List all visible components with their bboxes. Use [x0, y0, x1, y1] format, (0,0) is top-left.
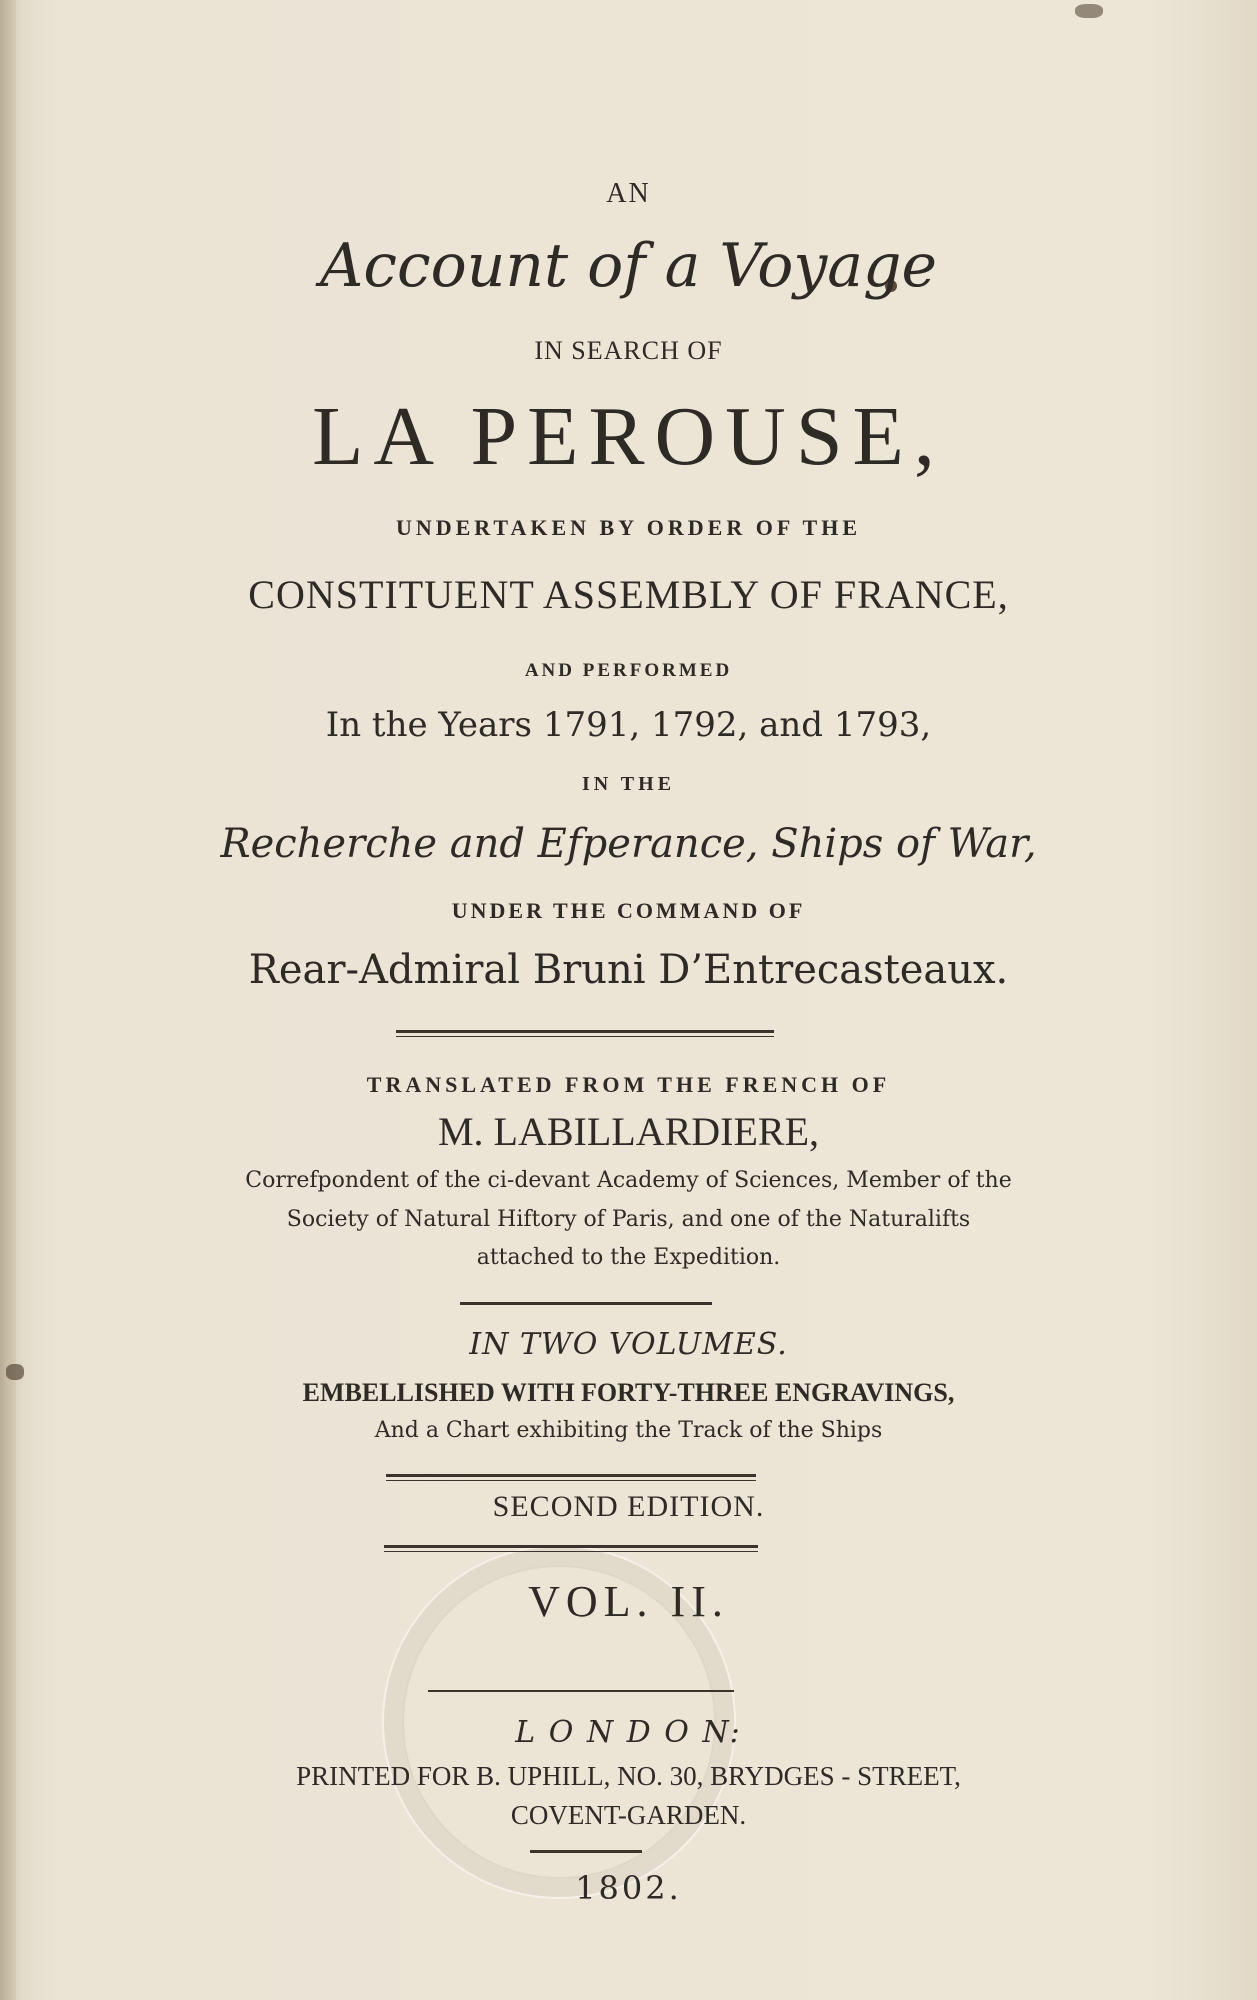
double-rule-2	[386, 1474, 756, 1481]
translator-name: M. LABILLARDIERE,	[437, 1109, 820, 1154]
years-line: In the Years 1791, 1792, and 1793,	[325, 705, 932, 745]
credentials-line-2: Society of Natural Hiftory of Paris, and one of the Naturalifts	[286, 1207, 971, 1232]
short-rule	[530, 1850, 642, 1853]
article-an: AN	[606, 178, 651, 209]
assembly-line: CONSTITUENT ASSEMBLY OF FRANCE,	[248, 572, 1009, 617]
edition-line: SECOND EDITION.	[492, 1490, 765, 1523]
admiral-line: Rear-Admiral Bruni D’Entrecasteaux.	[248, 947, 1009, 993]
single-rule-2	[428, 1690, 734, 1692]
volumes-line: IN TWO VOLUMES.	[469, 1327, 788, 1362]
single-rule-1	[460, 1302, 712, 1305]
double-rule-1	[396, 1030, 774, 1037]
publication-year: 1802.	[575, 1869, 682, 1907]
double-rule-3	[384, 1545, 758, 1552]
performed-line: AND PERFORMED	[524, 660, 733, 681]
city-line: L O N D O N:	[515, 1715, 742, 1750]
undertaken-line: UNDERTAKEN BY ORDER OF THE	[395, 515, 862, 540]
in-search-of: IN SEARCH OF	[534, 336, 723, 365]
subject-la-perouse: LA PEROUSE,	[312, 390, 945, 483]
binding-gutter	[0, 0, 16, 2000]
account-title: Account of a Voyage	[320, 231, 937, 301]
credentials-line-3: attached to the Expedition.	[476, 1245, 781, 1270]
translated-from-line: TRANSLATED FROM THE FRENCH OF	[366, 1072, 891, 1097]
credentials-line-1: Correfpondent of the ci-devant Academy of Sciences, Member of the	[245, 1168, 1012, 1193]
district-line: COVENT-GARDEN.	[510, 1800, 747, 1830]
ships-line: Recherche and Efperance, Ships of War,	[220, 821, 1037, 867]
in-the-line: IN THE	[581, 773, 676, 795]
engravings-line: EMBELLISHED WITH FORTY-THREE ENGRAVINGS,	[302, 1378, 955, 1407]
volume-number: VOL. II.	[528, 1577, 729, 1626]
printer-line: PRINTED FOR B. UPHILL, NO. 30, BRYDGES - STREET,	[296, 1761, 961, 1791]
command-of-line: UNDER THE COMMAND OF	[451, 898, 806, 923]
corner-mark	[1075, 4, 1103, 18]
edge-spot	[6, 1364, 24, 1380]
chart-line: And a Chart exhibiting the Track of the Ships	[374, 1418, 883, 1443]
